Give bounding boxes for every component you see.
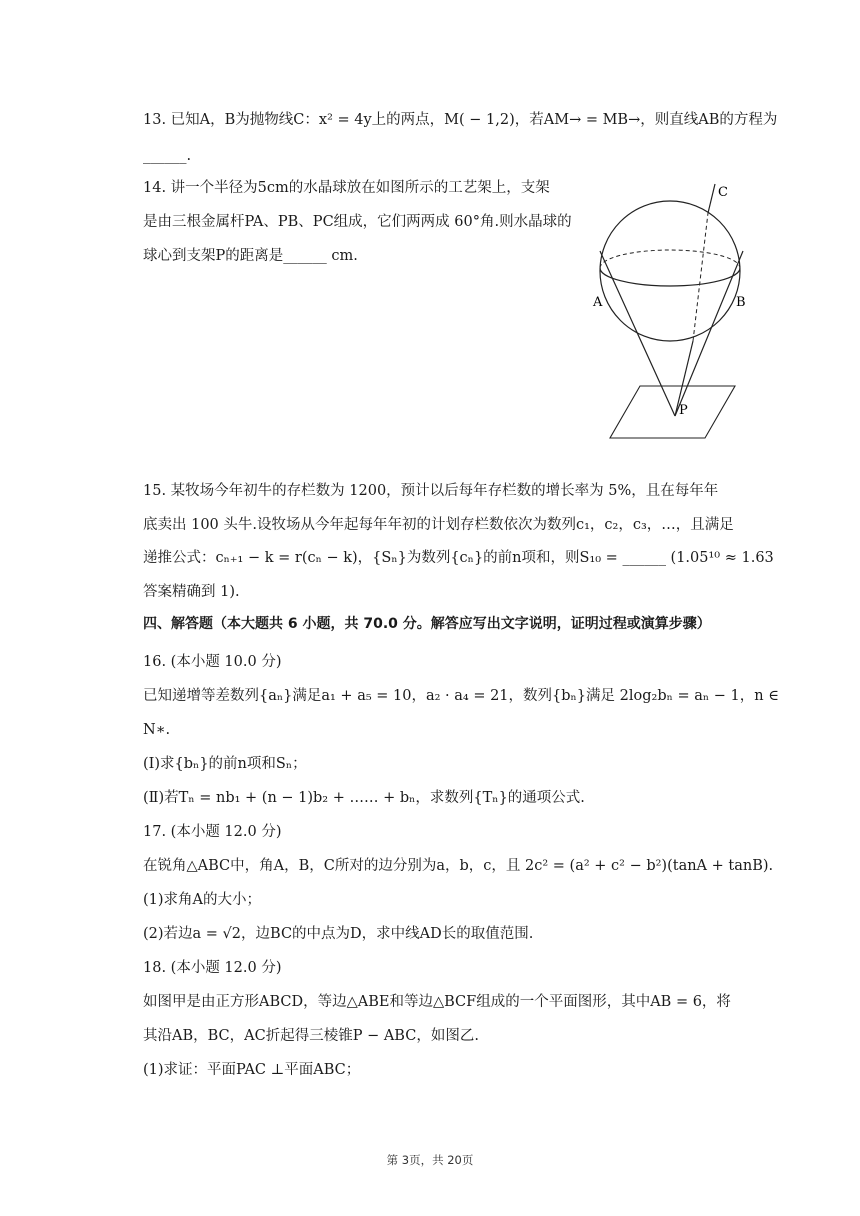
rod-pc-upper [708,184,715,213]
sphere-outline [600,201,740,341]
question-15-line-1: 15. 某牧场今年初牛的存栏数为 1200，预计以后每年存栏数的增长率为 5%，且在每年年 [143,483,719,499]
question-18-line-3: (1)求证：平面PAC ⊥平面ABC； [143,1062,361,1078]
question-15-line-2: 底卖出 100 头牛.设牧场从今年起每年年初的计划存栏数依次为数列c₁，c₂，c₃，…，且满足 [143,517,734,533]
label-a: A [593,295,603,310]
question-17-line-3: (2)若边a = √2，边BC的中点为D，求中线AD长的取值范围. [143,926,534,942]
rod-pb [675,251,743,416]
label-p: P [679,403,688,418]
question-17-line-2: (1)求角A的大小； [143,892,262,908]
question-18-line-2: 其沿AB，BC，AC折起得三棱锥P − ABC，如图乙. [143,1028,479,1044]
base-plane [610,386,735,438]
question-15-line-3: 递推公式：cₙ₊₁ − k = r(cₙ − k)，{Sₙ}为数列{cₙ}的前n项和，则S₁₀ = ______ (1.05¹⁰ ≈ 1.63 [143,550,774,566]
question-17-line-1: 在锐角△ABC中，角A，B，C所对的边分别为a，b，c，且 2c² = (a² + c² − b²)(tanA + tanB). [143,858,774,874]
equator-back [600,250,740,268]
section-4-heading: 四、解答题（本大题共 6 小题，共 70.0 分。解答应写出文字说明，证明过程或演算步骤） [143,616,711,632]
question-13-line-1: 13. 已知A，B为抛物线C：x² = 4y上的两点，M( − 1,2)，若AM→ = MB→，则直线AB的方程为 [143,112,778,128]
question-14-line-1: 14. 讲一个半径为5cm的水晶球放在如图所示的工艺架上，支架 [143,180,550,196]
figure-svg [585,176,755,446]
question-14-line-2: 是由三根金属杆PA、PB、PC组成，它们两两成 60°角.则水晶球的 [143,214,572,230]
page-footer: 第 3页，共 20页 [386,1153,474,1167]
question-13-line-2: ______. [143,148,192,164]
label-c: C [718,185,728,200]
question-16-line-4: (Ⅱ)若Tₙ = nb₁ + (n − 1)b₂ + …… + bₙ，求数列{Tₙ}的通项公式. [143,790,585,806]
crystal-ball-stand-figure [585,176,755,446]
rod-pc-hidden [693,213,708,341]
question-16-heading: 16. (本小题 10.0 分) [143,654,282,670]
question-16-line-2: N∗. [143,722,171,738]
question-16-line-3: (Ⅰ)求{bₙ}的前n项和Sₙ； [143,756,307,772]
equator-front [600,268,740,286]
question-17-heading: 17. (本小题 12.0 分) [143,824,282,840]
label-b: B [736,295,746,310]
question-18-heading: 18. (本小题 12.0 分) [143,960,282,976]
question-15-line-4: 答案精确到 1). [143,584,240,600]
question-14-line-3: 球心到支架P的距离是______ cm. [143,248,358,264]
question-16-line-1: 已知递增等差数列{aₙ}满足a₁ + a₅ = 10，a₂ · a₄ = 21，数列{bₙ}满足 2log₂bₙ = aₙ − 1，n ∈ [143,688,779,704]
question-18-line-1: 如图甲是由正方形ABCD，等边△ABE和等边△BCF组成的一个平面图形，其中AB = 6，将 [143,994,731,1010]
